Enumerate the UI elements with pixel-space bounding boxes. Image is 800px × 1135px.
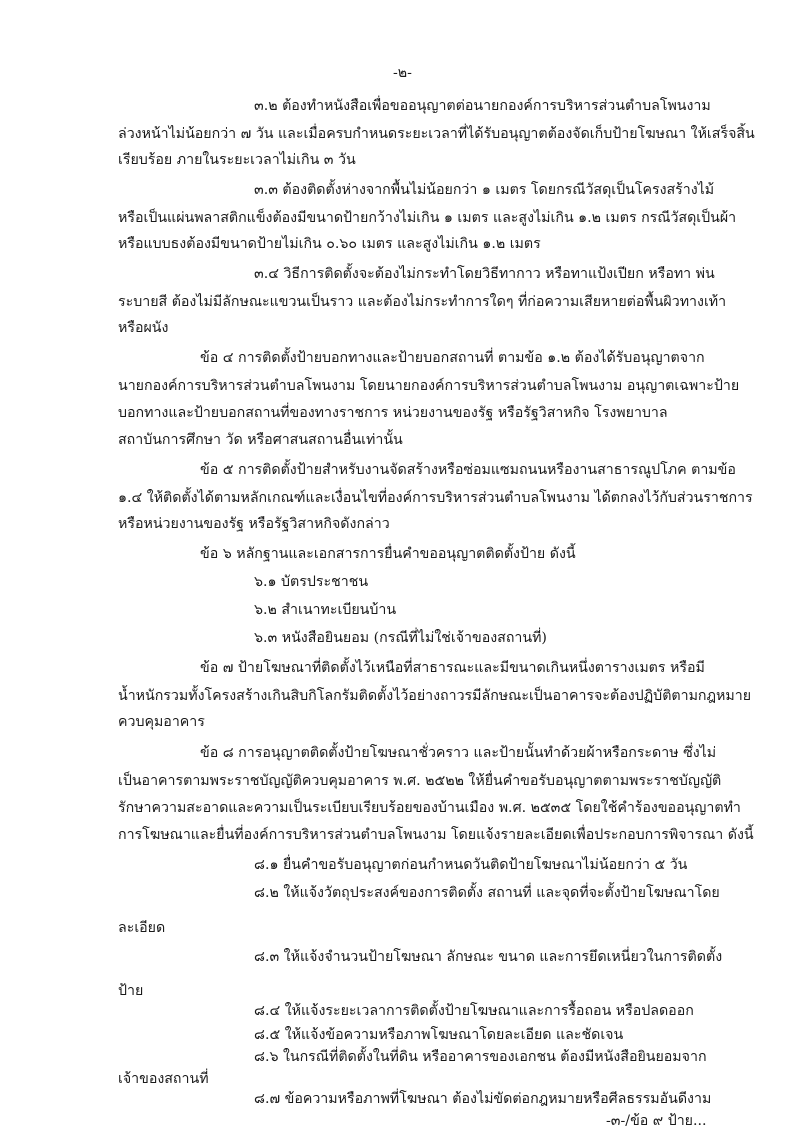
item-8-7: ๘.๗ ข้อความหรือภาพที่โฆษณา ต้องไม่ขัดต่อกฎหมายหรือศีลธรรมอันดีงาม [254, 1091, 712, 1107]
item-8-4: ๘.๔ ให้แจ้งระยะเวลาการติดตั้งป้ายโฆษณาและการรื้อถอน หรือปลดออก [254, 1003, 694, 1019]
item-3-3-line-3: หรือแบบธงต้องมีขนาดป้ายไม่เกิน ๐.๖๐ เมตร และสูงไม่เกิน ๑.๒ เมตร [118, 236, 541, 252]
item-8-3-line-1: ๘.๓ ให้แจ้งจำนวนป้ายโฆษณา ลักษณะ ขนาด และการยึดเหนี่ยวในการติดตั้ง [254, 949, 723, 965]
page-number: -๒- [393, 65, 412, 81]
clause-4-line-1: ข้อ ๔ การติดตั้งป้ายบอกทางและป้ายบอกสถานที่ ตามข้อ ๑.๒ ต้องได้รับอนุญาตจาก [200, 350, 705, 366]
item-6-2: ๖.๒ สำเนาทะเบียนบ้าน [254, 602, 397, 618]
clause-7-line-3: ควบคุมอาคาร [118, 714, 205, 730]
item-8-6-line-2: เจ้าของสถานที่ [118, 1071, 209, 1087]
clause-4-line-2: นายกองค์การบริหารส่วนตำบลโพนงาม โดยนายกองค์การบริหารส่วนตำบลโพนงาม อนุญาตเฉพาะป้าย [118, 378, 740, 394]
clause-5-line-1: ข้อ ๕ การติดตั้งป้ายสำหรับงานจัดสร้างหรือซ่อมแซมถนนหรืองานสาธารณูปโภค ตามข้อ [200, 462, 736, 478]
item-3-3-line-2: หรือเป็นแผ่นพลาสติกแข็งต้องมีขนาดป้ายกว้างไม่เกิน ๑ เมตร และสูงไม่เกิน ๑.๒ เมตร กรณีวัสดุเป็นผ้า [118, 210, 737, 226]
item-6-3: ๖.๓ หนังสือยินยอม (กรณีที่ไม่ใช่เจ้าของสถานที่) [254, 630, 547, 646]
clause-7-line-2: น้ำหนักรวมทั้งโครงสร้างเกินสิบกิโลกรัมติดตั้งไว้อย่างถาวรมีลักษณะเป็นอาคารจะต้องปฏิบัติตามกฎหมาย [118, 688, 752, 704]
clause-4-line-3: บอกทางและป้ายบอกสถานที่ของทางราชการ หน่วยงานของรัฐ หรือรัฐวิสาหกิจ โรงพยาบาล [118, 405, 668, 421]
item-3-4-line-3: หรือผนัง [118, 320, 169, 336]
item-3-4-line-1: ๓.๔ วิธีการติดตั้งจะต้องไม่กระทำโดยวิธีทากาว หรือทาแป้งเปียก หรือทา พ่น [254, 266, 715, 282]
clause-6-line-1: ข้อ ๖ หลักฐานและเอกสารการยื่นคำขออนุญาตติดตั้งป้าย ดังนี้ [200, 546, 576, 562]
clause-7-line-1: ข้อ ๗ ป้ายโฆษณาที่ติดตั้งไว้เหนือที่สาธารณะและมีขนาดเกินหนึ่งตารางเมตร หรือมี [200, 660, 705, 676]
item-3-4-line-2: ระบายสี ต้องไม่มีลักษณะแขวนเป็นราว และต้องไม่กระทำการใดๆ ที่ก่อความเสียหายต่อพื้นผิวทางเท้า [118, 294, 727, 310]
clause-8-line-3: รักษาความสะอาดและความเป็นระเบียบเรียบร้อยของบ้านเมือง พ.ศ. ๒๕๓๕ โดยใช้คำร้องขออนุญาตทำ [118, 800, 741, 816]
item-6-1: ๖.๑ บัตรประชาชน [254, 574, 369, 590]
item-3-2-line-3: เรียบร้อย ภายในระยะเวลาไม่เกิน ๓ วัน [118, 152, 356, 168]
item-8-2-line-1: ๘.๒ ให้แจ้งวัตถุประสงค์ของการติดตั้ง สถานที่ และจุดที่จะตั้งป้ายโฆษณาโดย [254, 885, 720, 901]
clause-4-line-4: สถาบันการศึกษา วัด หรือศาสนสถานอื่นเท่านั้น [118, 432, 403, 448]
item-8-5: ๘.๕ ให้แจ้งข้อความหรือภาพโฆษณาโดยละเอียด และชัดเจน [254, 1027, 624, 1043]
item-8-3-line-2: ป้าย [118, 983, 144, 999]
clause-5-line-3: หรือหน่วยงานของรัฐ หรือรัฐวิสาหกิจดังกล่าว [118, 516, 390, 532]
continuation-note: -๓-/ข้อ ๙ ป้าย... [606, 1113, 707, 1129]
item-3-2-line-2: ล่วงหน้าไม่น้อยกว่า ๗ วัน และเมื่อครบกำหนดระยะเวลาที่ได้รับอนุญาตต้องจัดเก็บป้ายโฆษณา ให้เสร็จสิ้น [118, 126, 755, 142]
clause-8-line-1: ข้อ ๘ การอนุญาตติดตั้งป้ายโฆษณาชั่วคราว และป้ายนั้นทำด้วยผ้าหรือกระดาษ ซึ่งไม่ [200, 745, 717, 761]
item-8-2-line-2: ละเอียด [118, 920, 166, 936]
item-8-1: ๘.๑ ยื่นคำขอรับอนุญาตก่อนกำหนดวันติดป้ายโฆษณาไม่น้อยกว่า ๕ วัน [254, 857, 688, 873]
clause-8-line-2: เป็นอาคารตามพระราชบัญญัติควบคุมอาคาร พ.ศ. ๒๕๒๒ ให้ยื่นคำขอรับอนุญาตตามพระราชบัญญัติ [118, 773, 722, 789]
item-3-3-line-1: ๓.๓ ต้องติดตั้งห่างจากพื้นไม่น้อยกว่า ๑ เมตร โดยกรณีวัสดุเป็นโครงสร้างไม้ [254, 182, 715, 198]
item-8-6-line-1: ๘.๖ ในกรณีที่ติดตั้งในที่ดิน หรืออาคารของเอกชน ต้องมีหนังสือยินยอมจาก [254, 1049, 707, 1065]
clause-5-line-2: ๑.๔ ให้ติดตั้งได้ตามหลักเกณฑ์และเงื่อนไขที่องค์การบริหารส่วนตำบลโพนงาม ได้ตกลงไว้กับส่วนราชการ [118, 490, 753, 506]
item-3-2-line-1: ๓.๒ ต้องทำหนังสือเพื่อขออนุญาตต่อนายกองค์การบริหารส่วนตำบลโพนงาม [254, 98, 711, 114]
clause-8-line-4: การโฆษณาและยื่นที่องค์การบริหารส่วนตำบลโพนงาม โดยแจ้งรายละเอียดเพื่อประกอบการพิจารณา ดังนี้ [118, 827, 754, 843]
